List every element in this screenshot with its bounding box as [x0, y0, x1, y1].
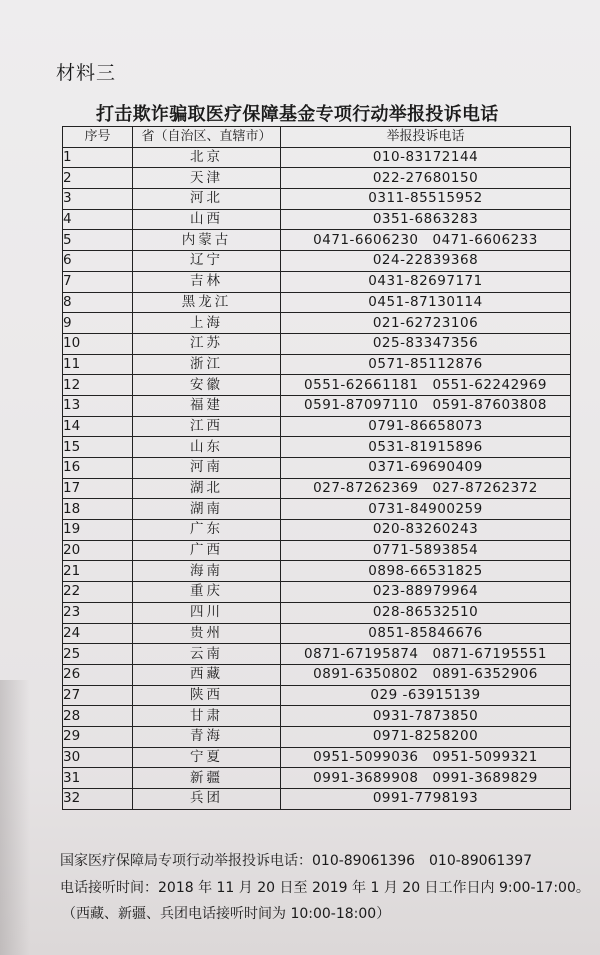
- province-name: 吉林: [133, 271, 281, 292]
- table-row: [63, 561, 571, 582]
- phone-number: 0571-85112876: [368, 355, 483, 372]
- province-name: 广西: [133, 540, 281, 561]
- province-name: 湖北: [133, 478, 281, 499]
- row-number: 22: [63, 582, 133, 603]
- province-name: 海南: [133, 561, 281, 582]
- phone-number: 0451-87130114: [368, 293, 483, 310]
- table-row: [63, 458, 571, 479]
- phone-number: 024-22839368: [372, 252, 479, 269]
- phone-cell: [281, 168, 571, 189]
- province-name: 四川: [133, 602, 281, 623]
- row-number: 11: [63, 354, 133, 375]
- table-row: [63, 499, 571, 520]
- column-header-number: 序号: [63, 127, 133, 148]
- table-row: [63, 582, 571, 603]
- phone-cell: [281, 416, 571, 437]
- province-name: 甘肃: [133, 706, 281, 727]
- row-number: 6: [63, 251, 133, 272]
- phone-cell: [281, 437, 571, 458]
- province-name: 福建: [133, 395, 281, 416]
- row-number: 2: [63, 168, 133, 189]
- phone-cell: [281, 582, 571, 603]
- phone-cell: [281, 478, 571, 499]
- table-row: [63, 602, 571, 623]
- phone-cell: [281, 230, 571, 251]
- phone-cell: [281, 458, 571, 479]
- province-name: 重庆: [133, 582, 281, 603]
- province-name: 上海: [133, 313, 281, 334]
- province-name: 宁夏: [133, 747, 281, 768]
- table-row: [63, 333, 571, 354]
- row-number: 32: [63, 789, 133, 810]
- table-row: [63, 395, 571, 416]
- table-row: [63, 789, 571, 810]
- table-row: [63, 375, 571, 396]
- phone-number: 0971-8258200: [372, 728, 479, 745]
- province-name: 新疆: [133, 768, 281, 789]
- phone-number: 010-83172144: [372, 149, 479, 166]
- table-row: [63, 147, 571, 168]
- phone-number: 023-88979964: [372, 583, 479, 600]
- province-name: 贵州: [133, 623, 281, 644]
- row-number: 28: [63, 706, 133, 727]
- table-row: [63, 623, 571, 644]
- phone-number: 028-86532510: [372, 604, 479, 621]
- table-row: [63, 726, 571, 747]
- province-name: 辽宁: [133, 251, 281, 272]
- row-number: 31: [63, 768, 133, 789]
- table-row: [63, 230, 571, 251]
- national-hotline: 国家医疗保障局专项行动举报投诉电话：010-89061396 010-89061397: [60, 853, 533, 869]
- table-row: [63, 354, 571, 375]
- row-number: 7: [63, 271, 133, 292]
- row-number: 27: [63, 685, 133, 706]
- phone-cell: [281, 602, 571, 623]
- province-name: 山西: [133, 209, 281, 230]
- table-row: [63, 768, 571, 789]
- row-number: 14: [63, 416, 133, 437]
- row-number: 19: [63, 520, 133, 541]
- phone-cell: [281, 313, 571, 334]
- table-row: [63, 271, 571, 292]
- hotline-table: [62, 126, 571, 810]
- table-row: [63, 292, 571, 313]
- province-name: 云南: [133, 644, 281, 665]
- province-name: 广东: [133, 520, 281, 541]
- phone-number: 0371-69690409: [368, 459, 483, 476]
- table-row: [63, 437, 571, 458]
- table-row: [63, 168, 571, 189]
- phone-cell: [281, 189, 571, 210]
- row-number: 24: [63, 623, 133, 644]
- phone-number: 0871-67195874: [304, 645, 419, 662]
- province-name: 江西: [133, 416, 281, 437]
- table-row: [63, 706, 571, 727]
- phone-number: 0351-6863283: [372, 211, 479, 228]
- table-row: [63, 747, 571, 768]
- row-number: 23: [63, 602, 133, 623]
- phone-number: 021-62723106: [372, 314, 479, 331]
- province-name: 浙江: [133, 354, 281, 375]
- phone-number: 027-87262369: [313, 480, 419, 497]
- phone-number: 0531-81915896: [368, 438, 483, 455]
- document-title: 打击欺诈骗取医疗保障基金专项行动举报投诉电话: [96, 104, 499, 125]
- row-number: 17: [63, 478, 133, 499]
- phone-cell: [281, 375, 571, 396]
- province-name: 陕西: [133, 685, 281, 706]
- phone-cell: [281, 664, 571, 685]
- row-number: 21: [63, 561, 133, 582]
- phone-cell: [281, 644, 571, 665]
- row-number: 29: [63, 726, 133, 747]
- phone-number: 0591-87097110: [304, 397, 419, 414]
- phone-number: 0731-84900259: [368, 500, 483, 517]
- province-name: 北京: [133, 147, 281, 168]
- phone-number: 0851-85846676: [368, 624, 483, 641]
- phone-cell: [281, 292, 571, 313]
- special-hours-note: （西藏、新疆、兵团电话接听时间为 10:00-18:00）: [62, 906, 391, 922]
- phone-number: 0991-3689829: [432, 769, 538, 786]
- phone-number: 0591-87603808: [432, 397, 547, 414]
- row-number: 4: [63, 209, 133, 230]
- phone-number: 0871-67195551: [432, 645, 547, 662]
- phone-number: 0898-66531825: [368, 562, 483, 579]
- row-number: 20: [63, 540, 133, 561]
- province-name: 江苏: [133, 333, 281, 354]
- material-label: 材料三: [56, 62, 117, 84]
- phone-cell: [281, 209, 571, 230]
- phone-cell: [281, 251, 571, 272]
- table-row: [63, 685, 571, 706]
- row-number: 16: [63, 458, 133, 479]
- page-shadow: [0, 680, 30, 955]
- table-row: [63, 251, 571, 272]
- province-name: 天津: [133, 168, 281, 189]
- row-number: 26: [63, 664, 133, 685]
- phone-cell: [281, 789, 571, 810]
- row-number: 18: [63, 499, 133, 520]
- row-number: 13: [63, 395, 133, 416]
- phone-cell: [281, 747, 571, 768]
- phone-number: 027-87262372: [432, 480, 538, 497]
- phone-cell: [281, 706, 571, 727]
- phone-number: 0471-6606233: [432, 231, 538, 248]
- phone-cell: [281, 768, 571, 789]
- row-number: 9: [63, 313, 133, 334]
- phone-cell: [281, 354, 571, 375]
- phone-cell: [281, 685, 571, 706]
- phone-cell: [281, 726, 571, 747]
- phone-number: 0931-7873850: [372, 707, 479, 724]
- row-number: 5: [63, 230, 133, 251]
- phone-number: 022-27680150: [372, 169, 479, 186]
- phone-cell: [281, 540, 571, 561]
- phone-number: 025-83347356: [372, 335, 479, 352]
- row-number: 15: [63, 437, 133, 458]
- table-body: [63, 147, 571, 809]
- province-name: 兵团: [133, 789, 281, 810]
- phone-number: 0471-6606230: [313, 231, 419, 248]
- phone-number: 0791-86658073: [368, 417, 483, 434]
- phone-cell: [281, 147, 571, 168]
- phone-number: 0891-6350802: [313, 666, 419, 683]
- phone-number: 0551-62661181: [304, 376, 419, 393]
- province-name: 黑龙江: [133, 292, 281, 313]
- row-number: 10: [63, 333, 133, 354]
- table-header-row: [63, 127, 571, 148]
- province-name: 内蒙古: [133, 230, 281, 251]
- column-header-province: 省（自治区、直辖市）: [133, 127, 281, 148]
- phone-cell: [281, 333, 571, 354]
- table-row: [63, 189, 571, 210]
- phone-number: 0431-82697171: [368, 273, 483, 290]
- table-row: [63, 644, 571, 665]
- row-number: 3: [63, 189, 133, 210]
- table-row: [63, 478, 571, 499]
- phone-number: 029 -63915139: [370, 686, 481, 703]
- row-number: 25: [63, 644, 133, 665]
- row-number: 30: [63, 747, 133, 768]
- province-name: 河南: [133, 458, 281, 479]
- answering-hours: 电话接听时间：2018 年 11 月 20 日至 2019 年 1 月 20 日工作日内 9:00-17:00。: [60, 880, 590, 896]
- phone-number: 020-83260243: [372, 521, 479, 538]
- phone-cell: [281, 499, 571, 520]
- table-row: [63, 416, 571, 437]
- table-row: [63, 664, 571, 685]
- table-row: [63, 209, 571, 230]
- phone-number: 0311-85515952: [368, 190, 483, 207]
- phone-cell: [281, 520, 571, 541]
- province-name: 安徽: [133, 375, 281, 396]
- phone-number: 0771-5893854: [372, 542, 479, 559]
- province-name: 河北: [133, 189, 281, 210]
- table-row: [63, 520, 571, 541]
- phone-number: 0991-7798193: [372, 790, 479, 807]
- phone-number: 0551-62242969: [432, 376, 547, 393]
- phone-cell: [281, 623, 571, 644]
- province-name: 山东: [133, 437, 281, 458]
- province-name: 青海: [133, 726, 281, 747]
- table-row: [63, 313, 571, 334]
- phone-cell: [281, 271, 571, 292]
- table-row: [63, 540, 571, 561]
- phone-number: 0991-3689908: [313, 769, 419, 786]
- phone-cell: [281, 395, 571, 416]
- phone-number: 0891-6352906: [432, 666, 538, 683]
- column-header-phone: 举报投诉电话: [281, 127, 571, 148]
- phone-number: 0951-5099321: [432, 748, 538, 765]
- row-number: 8: [63, 292, 133, 313]
- province-name: 湖南: [133, 499, 281, 520]
- province-name: 西藏: [133, 664, 281, 685]
- row-number: 12: [63, 375, 133, 396]
- phone-number: 0951-5099036: [313, 748, 419, 765]
- row-number: 1: [63, 147, 133, 168]
- phone-cell: [281, 561, 571, 582]
